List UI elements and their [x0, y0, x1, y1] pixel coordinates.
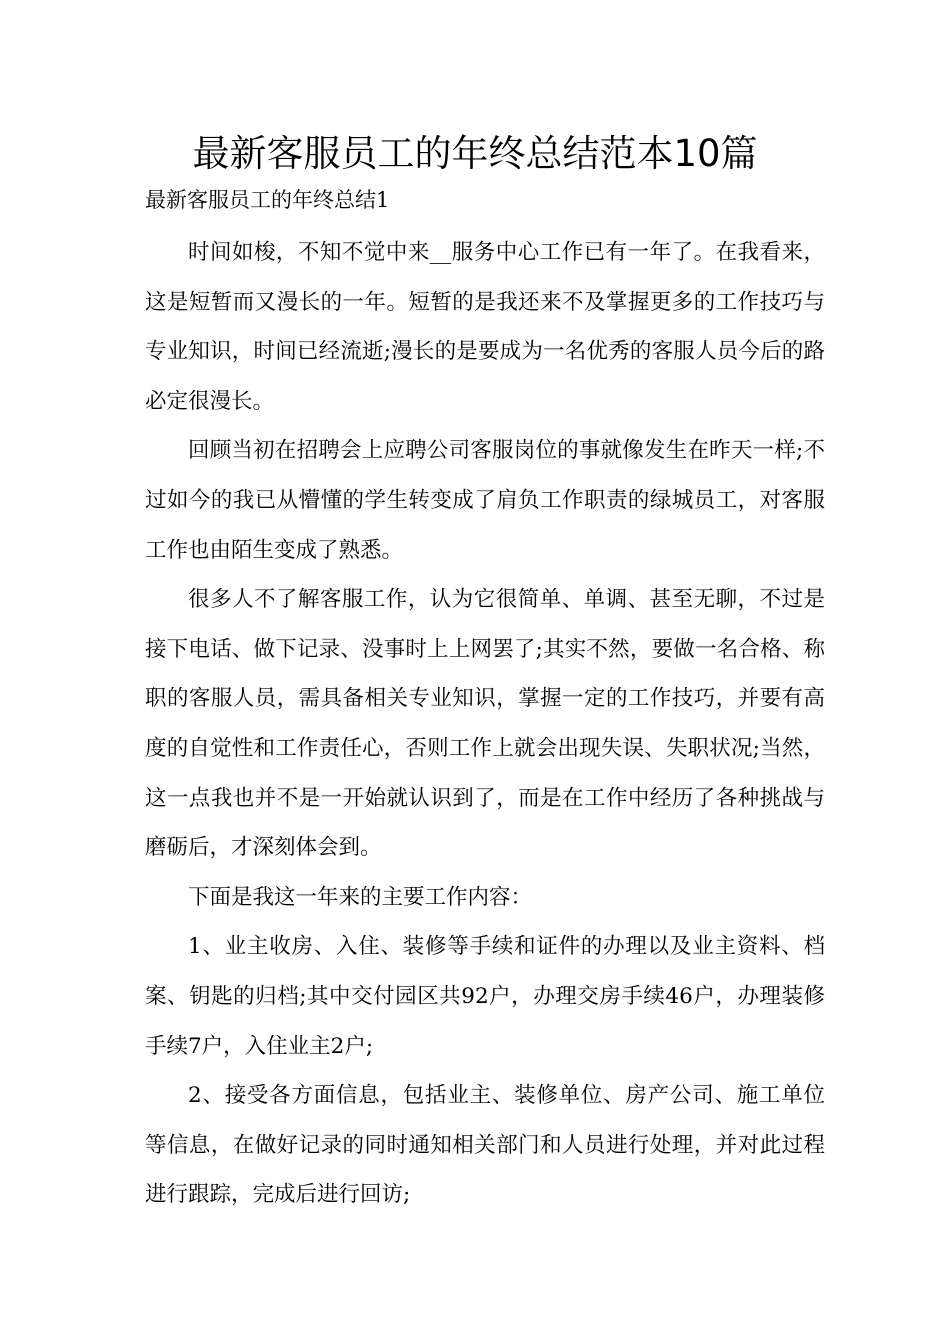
paragraph: 回顾当初在招聘会上应聘公司客服岗位的事就像发生在昨天一样;不过如今的我已从懵懂的学生转变成了肩负工作职责的绿城员工，对客服工作也由陌生变成了熟悉。	[145, 438, 825, 563]
paragraph: 1、业主收房、入住、装修等手续和证件的办理以及业主资料、档案、钥匙的归档;其中交付园区共92户，办理交房手续46户，办理装修手续7户，入住业主2户;	[145, 934, 825, 1059]
document-title: 最新客服员工的年终总结范本10篇	[192, 132, 758, 175]
paragraph: 下面是我这一年来的主要工作内容：	[188, 884, 533, 910]
paragraph: 很多人不了解客服工作，认为它很简单、单调、甚至无聊，不过是接下电话、做下记录、没事时上上网罢了;其实不然，要做一名合格、称职的客服人员，需具备相关专业知识，掌握一定的工作技巧，并要有高度的自觉性和工作责任心，否则工作上就会出现失误、失职状况;当然，这一点我也并不是一开始就认识到了，而是在工作中经历了各种挑战与磨砺后，才深刻体会到。	[145, 587, 825, 861]
paragraph: 时间如梭，不知不觉中来__服务中心工作已有一年了。在我看来，这是短暂而又漫长的一年。短暂的是我还来不及掌握更多的工作技巧与专业知识，时间已经流逝;漫长的是要成为一名优秀的客服人员今后的路必定很漫长。	[145, 240, 825, 414]
section-subtitle: 最新客服员工的年终总结1	[145, 188, 390, 212]
document-body	[145, 228, 825, 1220]
paragraph: 2、接受各方面信息，包括业主、装修单位、房产公司、施工单位等信息，在做好记录的同时通知相关部门和人员进行处理，并对此过程进行跟踪，完成后进行回访;	[145, 1083, 825, 1208]
